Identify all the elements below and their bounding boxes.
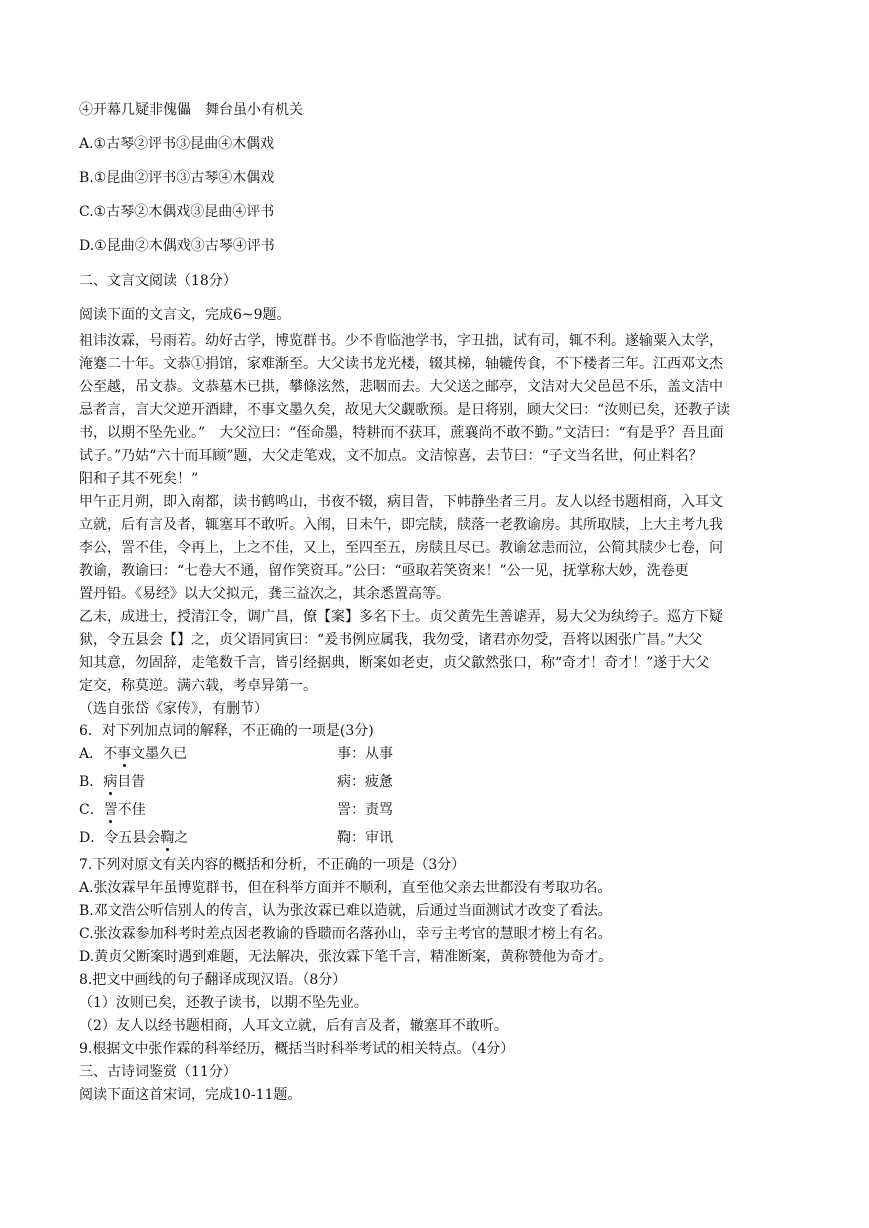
option-text-post: 目眚 [117,774,146,790]
q7-option-b: B.邓文浩公听信别人的传言，认为张汝霖已难以造就，后通过当面测试才改变了看法。 [79,903,612,919]
option-text-post: 之 [174,830,189,846]
q5-choice-d: D.①昆曲②木偶戏③古琴④评书 [79,238,275,254]
dotted-word: 事 [117,746,132,762]
q6-stem: 6．对下列加点词的解释，不正确的一项是(3分) [79,723,374,739]
passage-line: 李公，詈不佳，令再上，上之不佳，又上，至四至五，房牍且尽已。教谕忿恚而泣，公简其牍少七卷，问 [79,540,723,556]
section3-instruction: 阅读下面这首宋词，完成10-11题。 [79,1087,302,1103]
option-explanation: 詈：责骂 [337,802,393,818]
source-note: （选自张岱《家传》，有删节） [79,701,268,717]
passage-line: 祖讳汝霖，号雨若。幼好古学，博览群书。少不肯临池学书，字丑拙，试有司，辄不利。遂输粟入太学， [79,333,723,349]
q6-option-b [79,773,393,791]
q5-choice-c: C.①古琴②木偶戏③昆曲④评书 [79,204,275,220]
reading-instruction: 阅读下面的文言文，完成6~9题。 [79,307,291,323]
option-text-pre: B． [79,774,104,790]
q6-option-d [79,829,393,847]
q7-option-c: C.张汝霖参加科考时差点因老教谕的昏聩而名落孙山，幸亏主考官的慧眼才榜上有名。 [79,926,612,942]
passage-line: 试子。”乃姑“六十而耳顾”题，大父走笔戏，文不加点。文洁惊喜，去节曰：“子文当名世，何止料名？ [79,448,703,464]
dotted-word: 病 [103,774,118,790]
passage-line: 定交，称莫逆。满六载，考卓异第一。 [79,678,317,694]
passage-line: 乙未，成进士，授清江令，调广昌，僚【案】多名下士。贞父黄先生善谑弄，易大父为纨绔子。巡方下疑 [79,609,723,625]
q6-option-c [79,801,393,819]
passage-line: 淹蹇二十年。文恭①捐馆，家难渐至。大父读书龙光楼，辍其梯，轴辘传食，不下楼者三年。江西邓文杰 [79,356,723,372]
option-text-post: 文墨久已 [131,746,188,762]
section2-heading: 二、文言文阅读（18分） [79,273,237,289]
option-text-pre: D．令五县会 [79,830,161,846]
passage-line: 忌者言，言大父逆开酒肆，不事文墨久矣，故见大父觑歌预。是日将别，顾大父曰：“汝则已矣，还教子读 [79,402,731,418]
passage-line: 知其意，勿固辞，走笔数千言，皆引经据典，断案如老吏，贞父歙然张口，称“奇才！奇才！”遂于大父 [79,655,710,671]
option-text-pre: C． [79,802,104,818]
passage-line: 公至越，吊文恭。文恭墓木已拱，攀條泫然，悲咽而去。大父送之邮亭，文洁对大父邑邑不乐，盖文洁中 [79,379,723,395]
option-text-post: 不佳 [117,802,146,818]
q7-option-d: D.黄贞父断案时遇到难题，无法解决，张汝霖下笔千言，精准断案，黄称赞他为奇才。 [79,949,613,965]
passage-line: 狱，令五县会【】之，贞父语同寅曰：“爰书例应属我，我勿受，诸君亦勿受，吾将以困张广昌。”大父 [79,632,703,648]
section3-heading: 三、古诗词鉴赏（11分） [79,1064,237,1080]
q7-option-a: A.张汝霖早年虽博览群书，但在科举方面并不顺利，直至他父亲去世都没有考取功名。 [79,880,612,896]
q5-choice-a: A.①古琴②评书③昆曲④木偶戏 [79,136,275,152]
passage-line: 置丹铅。《易经》以大父拟元，龚三益次之，其余悉置高等。 [79,586,450,602]
passage-line: 书，以期不坠先业。” 大父泣曰：“侄命墨，特耕而不获耳，蔗襄尚不敢不勤。”文洁曰：“有是乎？吾且面 [79,425,724,441]
option-text-pre: A．不 [79,746,118,762]
dotted-word: 鞫 [160,830,175,846]
option-explanation: 事：从事 [337,746,393,762]
q7-stem: 7.下列对原文有关内容的概括和分析，不正确的一项是（3分） [79,857,466,873]
passage-line: 教谕，教谕曰：“七卷大不通，留作笑资耳。”公曰：“亟取若笑资来！”公一见，抚掌称大妙，洗卷更 [79,563,689,579]
q5-option-4-line: ④开幕几疑非傀儡 舞台虽小有机关 [79,102,303,118]
dotted-word: 詈 [103,802,118,818]
q8-item-1: （1）汝则已矣，还教子读书，以期不坠先业。 [79,995,368,1011]
q9-stem: 9.根据文中张作霖的科举经历，概括当时科举考试的相关特点。（4分） [79,1041,515,1057]
passage-line: 甲午正月朔，即入南都，读书鹤鸣山，书夜不辍，病目眚，下帏静坐者三月。友人以经书题相商，入耳文 [79,494,723,510]
q8-stem: 8.把文中画线的句子翻译成现汉语。（8分） [79,972,347,988]
option-explanation: 病：疲惫 [337,774,393,790]
option-explanation: 鞫：审讯 [337,830,393,846]
q6-option-a [79,745,393,763]
passage-line: 立就，后有言及者，辄塞耳不敢听。入闱，日未午，即完牍，牍落一老教谕房。其所取牍，上大主考九我 [79,517,723,533]
q8-item-2: （2）友人以经书题相商，人耳文立就，后有言及者，辙塞耳不敢听。 [79,1018,508,1034]
q5-choice-b: B.①昆曲②评书③古琴④木偶戏 [79,170,275,186]
passage-line: 阳和子其不死矣！” [79,471,199,487]
